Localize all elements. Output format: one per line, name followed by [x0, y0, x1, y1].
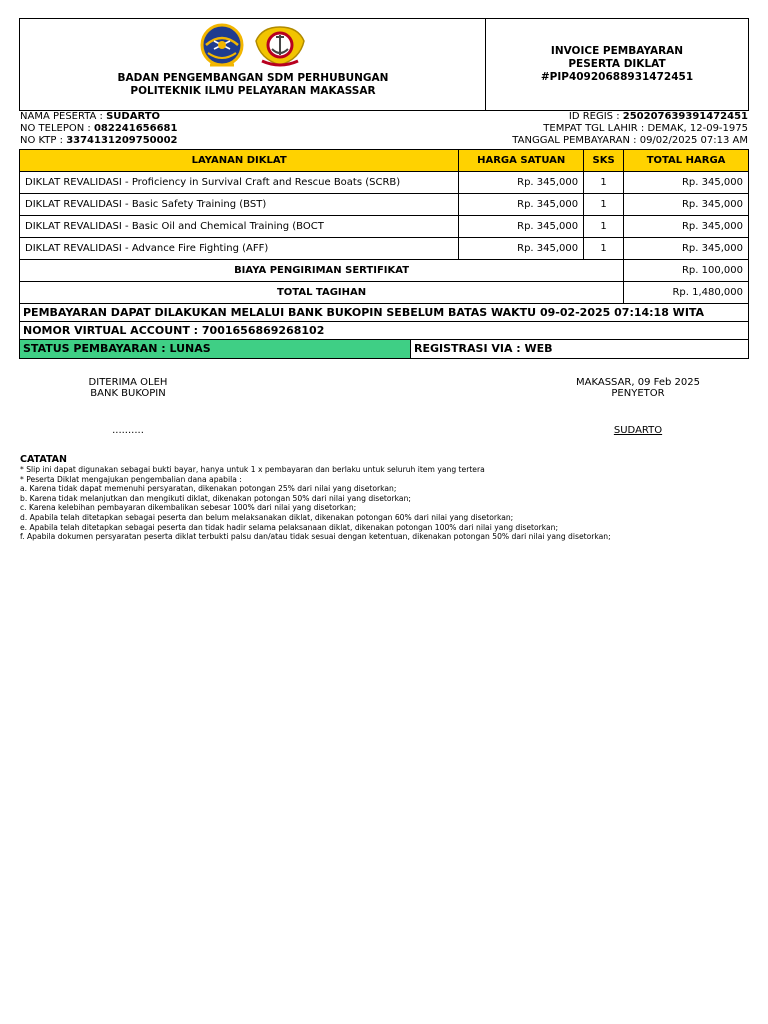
note-line: d. Apabila telah ditetapkan sebagai peserta dan belum melaksanakan diklat, dikenakan potongan 60% dari nilai yang disetorkan; — [20, 512, 514, 522]
table-header-row — [20, 150, 749, 172]
depositor-signature-block — [568, 377, 708, 399]
logos — [200, 23, 308, 69]
participant-info — [20, 111, 748, 147]
maritime-polytechnic-emblem-icon — [252, 23, 308, 69]
participant-ktp-value: 3374131209750002 — [66, 135, 178, 146]
invoice-header — [19, 18, 749, 111]
note-line: * Peserta Diklat mengajukan pengembalian dana apabila : — [20, 474, 242, 484]
invoice-title-section — [486, 19, 748, 110]
payment-status-badge: STATUS PEMBAYARAN : LUNAS — [20, 340, 411, 358]
birth-place-date: TEMPAT TGL LAHIR : DEMAK, 12-09-1975 — [543, 123, 748, 134]
org-section — [20, 19, 486, 110]
participant-name: NAMA PESERTA : SUDARTO — [20, 111, 161, 122]
row-unit-price: Rp. 345,000 — [459, 172, 584, 194]
participant-phone: NO TELEPON : 082241656681 — [20, 123, 178, 134]
invoice-title-line1: INVOICE PEMBAYARAN — [550, 45, 684, 57]
row-sks: 1 — [584, 194, 624, 216]
row-service: DIKLAT REVALIDASI - Basic Safety Training (BST) — [20, 194, 459, 216]
participant-ktp: NO KTP : 3374131209750002 — [20, 135, 178, 146]
row-service: DIKLAT REVALIDASI - Basic Oil and Chemical Training (BOCT — [20, 216, 459, 238]
depositor-line1: MAKASSAR, 09 Feb 2025 — [576, 377, 700, 388]
receiver-signature-block — [78, 377, 178, 399]
receiver-sign-dots: .......... — [112, 425, 144, 436]
row-sks: 1 — [584, 216, 624, 238]
note-line: f. Apabila dokumen persyaratan peserta diklat terbukti palsu dan/atau tidak sesuai dengan ketentuan, dikenakan potongan 50% dari nilai yang disetorkan; — [20, 532, 611, 542]
shipping-label: BIAYA PENGIRIMAN SERTIFIKAT — [20, 260, 624, 282]
col-header-unit-price: HARGA SATUAN — [459, 150, 584, 172]
invoice-number: #PIP40920688931472451 — [540, 71, 694, 83]
table-row — [20, 216, 749, 238]
note-line: c. Karena kelebihan pembayaran dikembalikan sebesar 100% dari nilai yang disetorkan; — [20, 503, 357, 513]
payment-date: TANGGAL PEMBAYARAN : 09/02/2025 07:13 AM — [512, 135, 748, 146]
payment-info — [19, 303, 749, 359]
row-sks: 1 — [584, 238, 624, 260]
shipping-row — [20, 260, 749, 282]
col-header-total: TOTAL HARGA — [624, 150, 749, 172]
notes-section — [20, 454, 748, 542]
row-service: DIKLAT REVALIDASI - Proficiency in Survival Craft and Rescue Boats (SCRB) — [20, 172, 459, 194]
row-total: Rp. 345,000 — [624, 172, 749, 194]
status-row — [20, 340, 748, 358]
row-unit-price: Rp. 345,000 — [459, 216, 584, 238]
table-row — [20, 172, 749, 194]
row-sks: 1 — [584, 172, 624, 194]
note-line: e. Apabila telah ditetapkan sebagai peserta dan tidak hadir selama pelaksanaan diklat, dikenakan potongan 100% dari nilai yang disetorkan; — [20, 522, 559, 532]
depositor-sign-name: SUDARTO — [613, 425, 663, 436]
invoice-title-line2: PESERTA DIKLAT — [568, 58, 666, 70]
note-line: a. Karena tidak dapat memenuhi persyaratan, dikenakan potongan 25% dari nilai yang disetorkan; — [20, 484, 397, 494]
receiver-line1: DITERIMA OLEH — [88, 377, 168, 388]
table-row — [20, 238, 749, 260]
receiver-line2: BANK BUKOPIN — [90, 388, 166, 399]
row-service: DIKLAT REVALIDASI - Advance Fire Fighting (AFF) — [20, 238, 459, 260]
shipping-value: Rp. 100,000 — [624, 260, 749, 282]
items-table — [19, 149, 749, 304]
org-name — [20, 72, 486, 98]
participant-phone-value: 082241656681 — [93, 123, 178, 134]
total-label: TOTAL TAGIHAN — [20, 282, 624, 304]
depositor-line2: PENYETOR — [611, 388, 665, 399]
row-total: Rp. 345,000 — [624, 194, 749, 216]
table-row — [20, 194, 749, 216]
virtual-account: NOMOR VIRTUAL ACCOUNT : 7001656869268102 — [20, 322, 748, 340]
row-total: Rp. 345,000 — [624, 216, 749, 238]
org-name-line1: BADAN PENGEMBANGAN SDM PERHUBUNGAN — [117, 72, 389, 84]
row-unit-price: Rp. 345,000 — [459, 238, 584, 260]
registration-via: REGISTRASI VIA : WEB — [414, 342, 553, 355]
participant-name-value: SUDARTO — [106, 111, 161, 122]
row-total: Rp. 345,000 — [624, 238, 749, 260]
ministry-transport-emblem-icon — [200, 23, 244, 69]
total-value: Rp. 1,480,000 — [624, 282, 749, 304]
note-line: * Slip ini dapat digunakan sebagai bukti bayar, hanya untuk 1 x pembayaran dan berlaku untuk seluruh item yang tertera — [20, 465, 485, 474]
col-header-sks: SKS — [584, 150, 624, 172]
col-header-service: LAYANAN DIKLAT — [20, 150, 459, 172]
payment-instruction: PEMBAYARAN DAPAT DILAKUKAN MELALUI BANK BUKOPIN SEBELUM BATAS WAKTU 09-02-2025 07:14:18 WITA — [20, 304, 748, 322]
org-name-line2: POLITEKNIK ILMU PELAYARAN MAKASSAR — [130, 85, 376, 97]
row-unit-price: Rp. 345,000 — [459, 194, 584, 216]
registration-id: ID REGIS : 250207639391472451 — [568, 111, 748, 122]
registration-id-value: 250207639391472451 — [622, 111, 748, 122]
total-row — [20, 282, 749, 304]
note-line: b. Karena tidak melanjutkan dan mengikuti diklat, dikenakan potongan 50% dari nilai yang disetorkan; — [20, 493, 411, 503]
notes-title: CATATAN — [20, 454, 67, 465]
